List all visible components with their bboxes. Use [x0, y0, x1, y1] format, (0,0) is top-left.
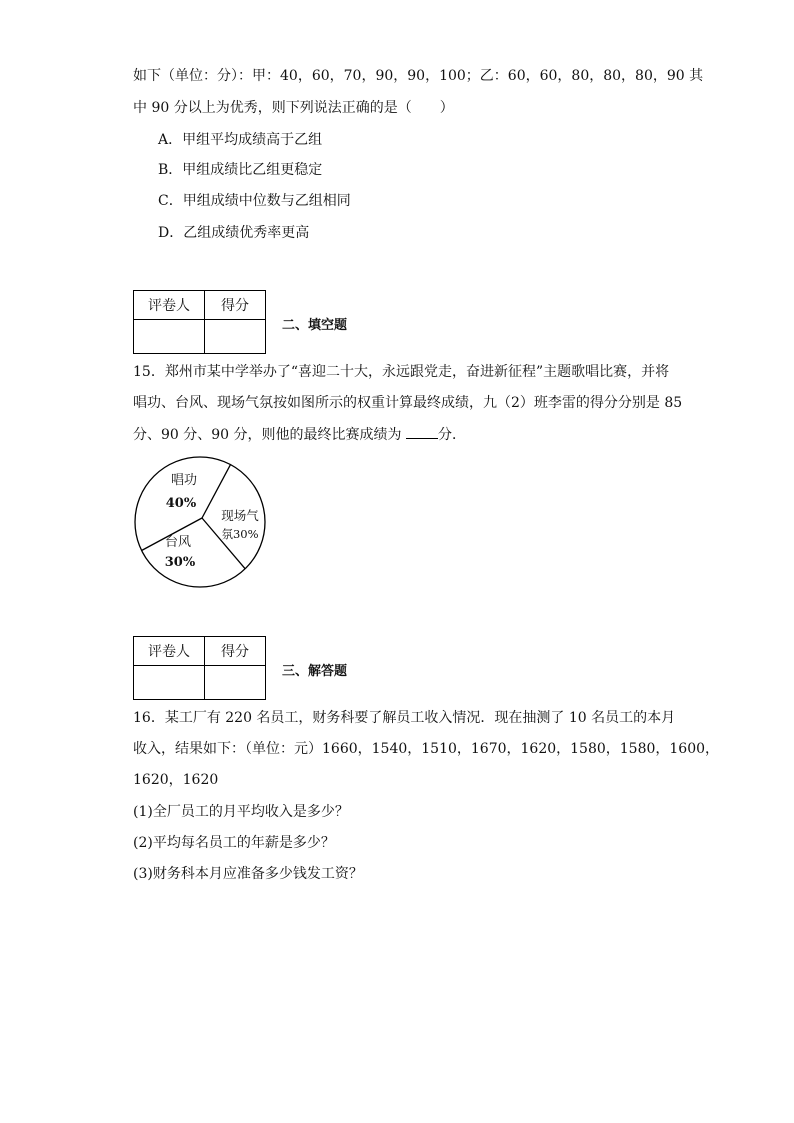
q15-line-2: 唱功、台风、现场气氛按如图所示的权重计算最终成绩，九（2）班李雷的得分分别是 85 [133, 395, 683, 411]
q16-line-3: 1620，1620 [133, 772, 219, 788]
grader-header: 评卷人 [134, 291, 205, 320]
slice-value-singing: 40% [165, 496, 197, 511]
slice-label-singing: 唱功 [170, 473, 198, 488]
q16-line-1: 16．某工厂有 220 名员工，财务科要了解员工收入情况．现在抽测了 10 名员工的本月 [133, 710, 676, 726]
pie-chart [130, 452, 270, 592]
q15-line-3 [133, 424, 466, 445]
q15-line-3-end: 分． [437, 427, 466, 443]
q14-option-a: A．甲组平均成绩高于乙组 [158, 132, 323, 148]
slice-label-atmosphere-line1: 现场气 [221, 508, 259, 523]
q16-line-2: 收入，结果如下：（单位：元）1660，1540，1510，1670，1620，1580，1580，1600， [133, 741, 720, 757]
score-cell [205, 666, 266, 700]
section-title-answer: 三、解答题 [282, 664, 348, 679]
score-header: 得分 [205, 637, 266, 666]
score-table-section-2 [133, 290, 266, 354]
answer-blank[interactable] [406, 424, 438, 439]
grader-cell [134, 666, 205, 700]
q16-sub-3: (3)财务科本月应准备多少钱发工资？ [133, 866, 363, 882]
q15-line-3-text: 分、90 分、90 分，则他的最终比赛成绩为 [133, 427, 406, 443]
score-table-section-3 [133, 636, 266, 700]
q14-option-c: C．甲组成绩中位数与乙组相同 [158, 193, 351, 209]
score-cell [205, 320, 266, 354]
grader-header: 评卷人 [134, 637, 205, 666]
slice-label-atmosphere-line2: 氛30% [221, 527, 259, 541]
slice-value-stage: 30% [164, 555, 196, 570]
q14-line-2: 中 90 分以上为优秀，则下列说法正确的是（ ） [133, 100, 454, 116]
q14-line-1: 如下（单位：分）：甲：40，60，70，90，90，100；乙：60，60，80，80，80，90 其 [133, 68, 704, 84]
slice-label-stage: 台风 [164, 535, 192, 550]
q15-line-1: 15．郑州市某中学举办了“喜迎二十大，永远跟党走，奋进新征程”主题歌唱比赛，并将 [133, 364, 670, 380]
q16-sub-2: (2)平均每名员工的年薪是多少？ [133, 835, 335, 851]
q14-option-d: D．乙组成绩优秀率更高 [158, 225, 310, 241]
section-title-fill-in: 二、填空题 [282, 318, 348, 333]
score-header: 得分 [205, 291, 266, 320]
q16-sub-1: (1)全厂员工的月平均收入是多少？ [133, 804, 349, 820]
grader-cell [134, 320, 205, 354]
q14-option-b: B．甲组成绩比乙组更稳定 [158, 162, 323, 178]
